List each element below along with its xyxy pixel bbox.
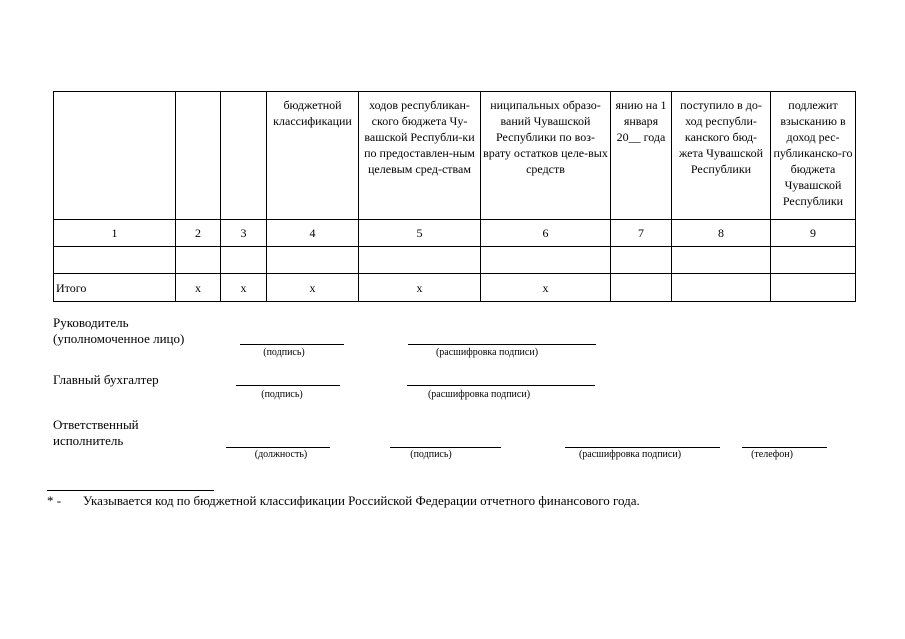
header-cell-9: подлежит взысканию в доход рес-публиканско-го бюджета Чувашской Республики [771,92,856,220]
table-cell [267,247,359,274]
total-row [54,274,856,302]
column-number: 2 [176,220,221,247]
header-cell-8: поступило в до-ход республи-канского бюд-жета Чувашской Республики [672,92,771,220]
head-decode-line [408,344,596,345]
executor-position-caption: (должность) [254,449,308,460]
table-cell [176,247,221,274]
total-label: Итого [54,274,176,302]
footnote-marker: * - [47,493,62,508]
total-cell [771,274,856,302]
executor-decode-caption: (расшифровка подписи) [578,449,682,460]
accountant-label: Главный бухгалтер [53,372,159,387]
column-number: 3 [221,220,267,247]
header-cell-2 [176,92,221,220]
accountant-decode-line [407,385,595,386]
report-table [53,91,856,302]
table-cell [771,247,856,274]
header-cell-4: бюджетной классификации [267,92,359,220]
column-number: 5 [359,220,481,247]
executor-phone-caption: (телефон) [751,449,793,460]
accountant-sign-line [236,385,340,386]
executor-sign-line [390,447,501,448]
table-cell [672,247,771,274]
column-number: 1 [54,220,176,247]
column-number: 9 [771,220,856,247]
executor-decode-line [565,447,720,448]
table-cell [359,247,481,274]
head-decode-caption: (расшифровка подписи) [435,347,539,358]
executor-sign-caption: (подпись) [410,449,452,460]
header-cell-5: ходов республикан-ского бюджета Чу-вашской Республи-ки по предоставлен-ным целевым сред-ствам [359,92,481,220]
executor-label-line1: Ответственный [53,417,139,432]
table-cell [611,247,672,274]
header-cell-7: янию на 1 января 20__ года [611,92,672,220]
executor-label-line2: исполнитель [53,433,124,448]
executor-phone-line [742,447,827,448]
footnote-separator [47,490,214,491]
head-label-line2: (уполномоченное лицо) [53,331,185,346]
total-cell: x [267,274,359,302]
column-number: 7 [611,220,672,247]
total-cell: x [359,274,481,302]
accountant-sign-caption: (подпись) [261,389,303,400]
header-cell-3 [221,92,267,220]
table-cell [481,247,611,274]
footnote-text: Указывается код по бюджетной классификации Российской Федерации отчетного финансового года. [83,493,640,508]
accountant-decode-caption: (расшифровка подписи) [427,389,531,400]
header-row [54,92,856,220]
total-cell: x [481,274,611,302]
table-row [54,247,856,274]
column-number: 6 [481,220,611,247]
table-cell [54,247,176,274]
head-sign-caption: (подпись) [263,347,305,358]
column-number: 4 [267,220,359,247]
total-cell: x [176,274,221,302]
total-cell [672,274,771,302]
head-sign-line [240,344,344,345]
header-cell-1 [54,92,176,220]
header-cell-6: ниципальных образо-ваний Чувашской Республики по воз-врату остатков целе-вых средств [481,92,611,220]
column-number: 8 [672,220,771,247]
column-number-row [54,220,856,247]
table-cell [221,247,267,274]
head-label-line1: Руководитель [53,315,129,330]
executor-position-line [226,447,330,448]
total-cell: x [221,274,267,302]
total-cell [611,274,672,302]
